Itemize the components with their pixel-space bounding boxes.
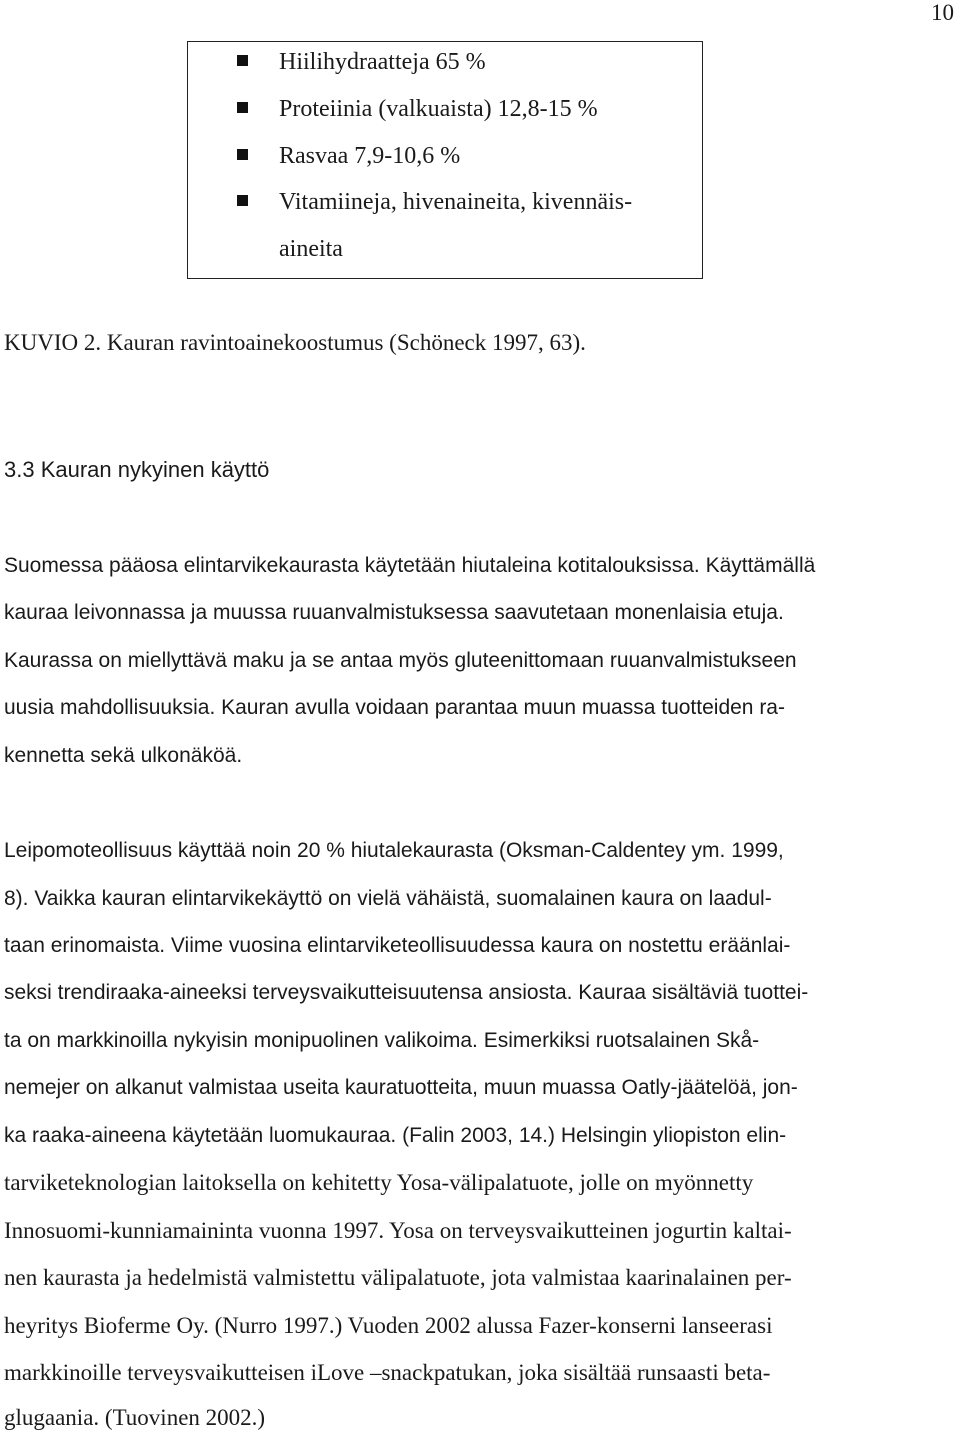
text-line: nemejer on alkanut valmistaa useita kauratuotteita, muun muassa Oatly-jäätelöä, jon-: [4, 1076, 798, 1099]
text-line: markkinoille terveysvaikutteisen iLove –snackpatukan, joka sisältää runsaasti beta-: [4, 1360, 771, 1385]
nutrient-figure-box: [187, 41, 703, 279]
square-bullet-icon: [237, 149, 248, 160]
page-number: 10: [931, 0, 954, 25]
text-line: seksi trendiraaka-aineeksi terveysvaikutteisuutensa ansiosta. Kauraa sisältäviä tuottei-: [4, 981, 809, 1004]
square-bullet-icon: [237, 195, 248, 206]
square-bullet-icon: [237, 102, 248, 113]
nutrient-text: Rasvaa 7,9-10,6 %: [279, 143, 461, 169]
nutrient-text: Hiilihydraatteja 65 %: [279, 49, 486, 75]
section-heading: 3.3 Kauran nykyinen käyttö: [4, 457, 270, 482]
text-line: Suomessa pääosa elintarvikekaurasta käytetään hiutaleina kotitalouksissa. Käyttämällä: [4, 554, 816, 577]
text-line: tarviketeknologian laitoksella on kehitetty Yosa-välipalatuote, jolle on myönnetty: [4, 1170, 754, 1195]
nutrient-text: Proteiinia (valkuaista) 12,8-15 %: [279, 96, 598, 122]
text-line: kauraa leivonnassa ja muussa ruuanvalmistuksessa saavutetaan monenlaisia etuja.: [4, 601, 784, 624]
text-line: ka raaka-aineena käytetään luomukauraa. (Falin 2003, 14.) Helsingin yliopiston elin-: [4, 1124, 787, 1147]
text-line: Leipomoteollisuus käyttää noin 20 % hiutalekaurasta (Oksman-Caldentey ym. 1999,: [4, 839, 784, 862]
text-line: heyritys Bioferme Oy. (Nurro 1997.) Vuoden 2002 alussa Fazer-konserni lanseerasi: [4, 1313, 773, 1338]
text-line: Kaurassa on miellyttävä maku ja se antaa myös gluteenittomaan ruuanvalmistukseen: [4, 649, 797, 672]
text-line: ta on markkinoilla nykyisin monipuolinen valikoima. Esimerkiksi ruotsalainen Skå-: [4, 1029, 760, 1052]
text-line: Innosuomi-kunniamaininta vuonna 1997. Yosa on terveysvaikutteinen jogurtin kaltai-: [4, 1218, 792, 1243]
square-bullet-icon: [237, 55, 248, 66]
nutrient-text: Vitamiineja, hivenaineita, kivennäis-: [279, 189, 633, 215]
text-line: glugaania. (Tuovinen 2002.): [4, 1405, 266, 1430]
text-line: kennetta sekä ulkonäköä.: [4, 744, 243, 767]
text-line: uusia mahdollisuuksia. Kauran avulla voidaan parantaa muun muassa tuotteiden ra-: [4, 696, 785, 719]
text-line: taan erinomaista. Viime vuosina elintarviketeollisuudessa kaura on nostettu eräänlai-: [4, 934, 791, 957]
text-line: nen kaurasta ja hedelmistä valmistettu välipalatuote, jota valmistaa kaarinalainen per-: [4, 1265, 792, 1290]
figure-caption: KUVIO 2. Kauran ravintoainekoostumus (Schöneck 1997, 63).: [4, 330, 586, 355]
text-line: 8). Vaikka kauran elintarvikekäyttö on vielä vähäistä, suomalainen kaura on laadul-: [4, 887, 772, 910]
nutrient-text: aineita: [279, 236, 343, 262]
